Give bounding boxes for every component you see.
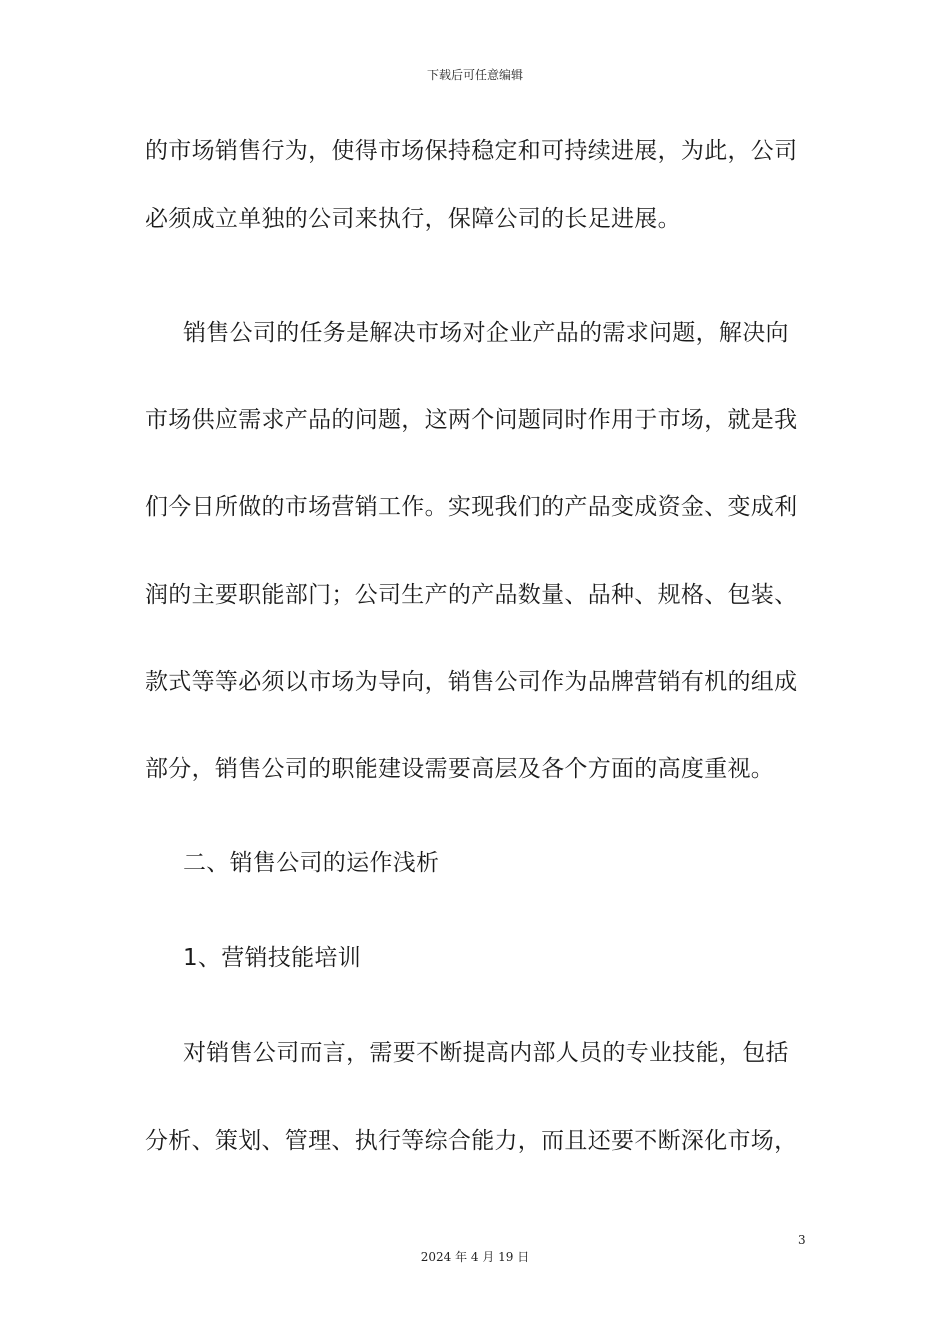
section-heading: 二、销售公司的运作浅析 [183, 850, 440, 876]
paragraph-line: 市场供应需求产品的问题，这两个问题同时作用于市场，就是我 [145, 407, 798, 433]
paragraph-line: 部分，销售公司的职能建设需要高层及各个方面的高度重视。 [145, 756, 775, 782]
paragraph-line: 的市场销售行为，使得市场保持稳定和可持续进展，为此，公司 [145, 138, 798, 164]
paragraph-line: 对销售公司而言，需要不断提高内部人员的专业技能，包括 [183, 1040, 789, 1066]
footer-date: 2024 年 4 月 19 日 [420, 1250, 530, 1264]
subsection-heading: 1、营销技能培训 [183, 945, 362, 971]
page-number: 3 [798, 1233, 806, 1247]
page-header-note: 下载后可任意编辑 [426, 68, 523, 82]
paragraph-line: 必须成立单独的公司来执行，保障公司的长足进展。 [145, 206, 681, 232]
paragraph-line: 润的主要职能部门；公司生产的产品数量、品种、规格、包装、 [145, 582, 798, 608]
paragraph-line: 销售公司的任务是解决市场对企业产品的需求问题，解决向 [183, 320, 789, 346]
paragraph-line: 们今日所做的市场营销工作。实现我们的产品变成资金、变成利 [145, 494, 798, 520]
paragraph-line: 分析、策划、管理、执行等综合能力，而且还要不断深化市场， [145, 1128, 798, 1154]
paragraph-line: 款式等等必须以市场为导向，销售公司作为品牌营销有机的组成 [145, 669, 798, 695]
